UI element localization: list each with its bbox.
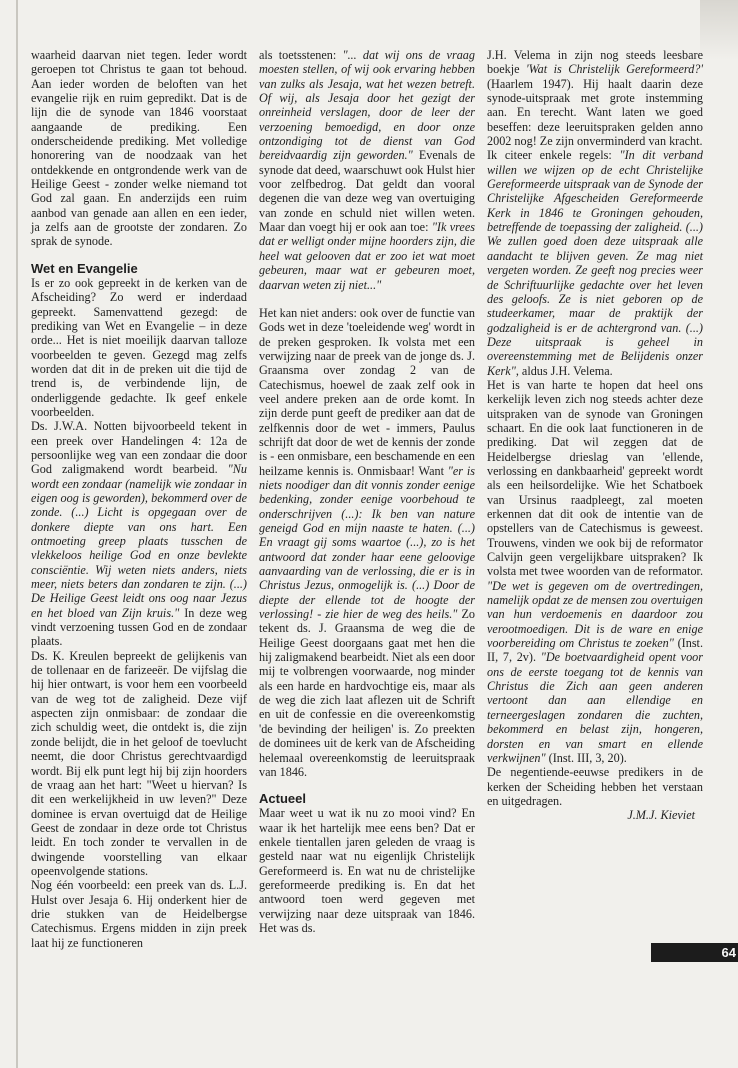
paragraph xyxy=(487,48,703,148)
quote: "er is niets noodiger dan dit vonnis zonder eenige bedenking, zonder eenige voorbehoud te onderschrijven (...): Ik ben van nature geneigd God en mijn naaste te haten. (...) En vraagt gij soms waartoe (...), zo is het antwoord dat zonder haar eene geloovige aanvaarding van de verlossing, die er is in Christus Jezus, onmogelijk is. (...) Door de diepte der ellende tot de hoogte der verlossing! - zie hier de weg des heils." xyxy=(259,463,475,622)
paragraph xyxy=(487,378,703,765)
paragraph xyxy=(31,419,247,649)
text: (Inst. III, 3, 20). xyxy=(545,750,627,765)
paragraph: Maar weet u wat ik nu zo mooi vind? En waar ik het hartelijk mee eens ben? Dat er enkele tientallen jaren geleden de vraag is gesteld naar wat nu eigenlijk Christelijk Gereformeerd is. En wat nu de christelijke gereformeerde prediking is. En dat het antwoord toen werd gegeven met verwijzing naar deze uitspraak van 1846. Het was ds. xyxy=(259,806,475,935)
book-title: 'Wat is Christelijk Gereformeerd?' xyxy=(525,62,703,77)
text: J.H. Velema in zijn nog steeds leesbare boekje xyxy=(487,48,703,77)
paragraph xyxy=(31,649,247,879)
column-3 xyxy=(487,48,703,823)
author-signature: J.M.J. Kieviet xyxy=(627,808,695,823)
text: als toetsstenen: xyxy=(259,48,343,62)
quote: "Nu wordt een zondaar (namelijk wie zondaar in eigen oog is geworden), bekommerd over de zonde. (...) Licht is opgegaan over de donkere diepte van ons hart. Een ontmoeting greep plaats tusschen de vlekkeloos heilige God en onze bevlekte consciëntie. Wij weten niets anders, niets meer, niets beters dan zondaren te zijn. (...) De Heilige Geest leidt ons oog naar Jezus en het bloed van Zijn kruis." xyxy=(31,462,247,620)
paragraph: Nog één voorbeeld: een preek van ds. L.J. Hulst over Jesaja 6. Hij onderkent hier de drie stukken van de Heidelbergse Catechismus. Ergens midden in zijn preek laat hij ze functioneren xyxy=(31,878,247,950)
page-binding-edge xyxy=(16,0,18,1068)
column-1 xyxy=(31,48,247,950)
page-corner-shade xyxy=(700,0,738,60)
text: In deze weg vindt verzoening tussen God en de zondaar plaats. xyxy=(31,605,248,649)
text: Het kan niet anders: ook over de functie van Gods wet in deze 'toeleidende weg' wordt in de preken gesproken. Ik volsta met een verwijzing naar de preek van de jonge ds. J. Graansma over zondag 2 van de Catechismus, hoewel de zaak zelf ook in veel andere preken aan de orde komt. In zijn derde punt geeft de prediker aan dat de zelfkennis door de wet - immers, Paulus schrijft dat door de wet de kennis der zonde is - een onmisbare, een beschamende en een heilzame kennis is. Onmisbaar! Want xyxy=(259,305,475,478)
text: Zo tekent ds. J. Graansma de weg die de Heilige Geest doorgaans gaat met hen die hij zaligmakend bearbeidt. Niet als een door mij te volbrengen voorwaarde, nog minder als een harde en hardvochtige eis, maar als de weg die zich laat aflezen uit de Schrift en uit de confessie en die overeenkomstig 'de bevinding der heiligen' is. Zo preekten de dominees uit de kerk van de Afscheiding helemaal overeenkomstig de leeruitspraak van 1846. xyxy=(259,607,475,779)
quote: "Ik vrees dat er welligt onder mijne hoorders zijn, die heel wat gelooven dat er zoo iet wat moet gebeuren, maar wat er gebeuren moet, daarvan weten zij niet..." xyxy=(259,220,475,292)
page-number: 64 xyxy=(721,945,736,960)
text: Ds. K. Kreulen bepreekt de gelijkenis van de tollenaar en de farizeeër. De vijfslag die hij hier ontwart, is voor hem een voorbeeld van de weg tot de zaligheid. Deze vijf aspecten zijn onmisbaar: de zondaar die zich schuldig weet, die ontdekt is, die zijn zonde belijdt, die in het geloof de toevlucht neemt, die door Christus gerechtvaardigd wordt. Bij elk punt legt hij bij zijn hoorders de vraag aan het hart: xyxy=(31,648,247,792)
page-number-bar xyxy=(651,943,738,962)
text: Het is van harte te hopen dat heel ons kerkelijk leven zich nog steeds achter deze uitspraken van de synode van Groningen schaart. En die ook laat functioneren in de prediking. Dat wil zeggen dat de Heidelbergse drieslag van 'ellende, verlossing en dankbaarheid' gepreekt wordt als een heilsordelijke. Wie het Schatboek van Ursinus raadpleegt, zal moeten erkennen dat dit ook de intentie van de opstellers van de Catechismus is geweest. Trouwens, vinden we ook bij de reformator Calvijn geen vergelijkbare uitspraken? Ik volsta met twee woorden van de reformator. xyxy=(487,377,703,579)
paragraph: waarheid daarvan niet tegen. Ieder wordt geroepen tot Christus te gaan tot behoud. Aan ieder worden de beloften van het evangelie rijk en ruim gepredikt. Dat is de lijn die de synode van 1846 voorstaat aangaande de prediking. Een onderscheidende prediking. Met volledige honorering van de noodzaak van het ontdekkende en ontgrondende werk van de Heilige Geest - zonder welke niemand tot God zal gaan. En anderzijds een ruim aanbod van genade aan allen en een ieder, ja zelfs aan de grootste der zondaren. Zo sprak de synode. xyxy=(31,48,247,249)
text: Ds. J.W.A. Notten bijvoorbeeld tekent in een preek over Handelingen 4: 12a de persoonlijke weg van een zondaar die door God zaligmakend wordt bearbeid. xyxy=(31,419,247,477)
paragraph xyxy=(259,48,475,292)
text: Ik citeer enkele regels: xyxy=(487,148,620,163)
column-2 xyxy=(259,48,475,935)
quote: "De boetvaardigheid opent voor ons de eerste toegang tot de kennis van Christus die Zich aan geen anderen vertoont dan aan ellendige en terneergeslagen zondaren die zuchten, bekommerd en belast zijn, hongeren, dorsten en van smart en ellende verkwijnen" xyxy=(487,650,703,765)
quote: "Weet u hiervan? Is dit een werkelijkheid in uw leven?" xyxy=(31,777,247,807)
text: (Inst. II, 7, 2v). xyxy=(487,636,703,665)
section-heading-actueel: Actueel xyxy=(259,791,306,807)
quote: "... dat wij ons de vraag moesten stellen, of wij ook ervaring hebben van zulks als Jesaja, wat het wezen betreft. Of wij, als Jesaja door het gezigt der onreinheid verslagen, door de leer der verzoening bemoedigd, en door onze ontzondiging tot de dienst van God bereidvaardig zijn geworden." xyxy=(259,48,475,163)
paragraph xyxy=(487,148,703,378)
section-heading-wet-en-evangelie: Wet en Evangelie xyxy=(31,260,138,276)
text: (Haarlem 1947). Hij haalt daarin deze synode-uitspraak met grote instemming aan. En terecht. Want laten we goed beseffen: deze leeruitspraken gelden anno 2002 nog! Ze zijn onverminderd van kracht. xyxy=(487,76,703,149)
text: Evenals de synode dat deed, waarschuwt ook Hulst hier voor zelfbedrog. Dat geldt dan vooral degenen die van deze weg van overtuiging van zonde en schuld niet willen weten. Maar dan voegt hij er ook aan toe: xyxy=(259,148,475,235)
paragraph: Is er zo ook gepreekt in de kerken van de Afscheiding? Zo werd er inderdaad gepreekt. Samenvattend gezegd: de prediking van Wet en Evangelie – in deze orde... Het is niet moeilijk daarvan talloze voorbeelden te geven. Gezegd mag zelfs worden dat dit in de preken uit die tijd de trend is, de verbindende lijn, de onderliggende gedachte. Ik geef enkele voorbeelden. xyxy=(31,275,247,419)
text: Deze dominee is ervan overtuigd dat de Heilige Geest de zondaar in deze orde tot Christus leidt. En toch zonder te vervallen in de dwingende voorstelling van elkaar opeenvolgende stations. xyxy=(31,792,247,878)
paragraph xyxy=(259,306,475,779)
quote: "De wet is gegeven om de overtredingen, namelijk opdat ze de mensen zou overtuigen van hun verdoemenis en daardoor zou verootmoedigen. Dit is de ware en enige voorbereiding om Christus te zoeken" xyxy=(487,578,703,651)
paragraph: De negentiende-eeuwse predikers in de kerken der Scheiding hebben het verstaan en uitgedragen. xyxy=(487,765,703,808)
text: , aldus J.H. Velema. xyxy=(515,363,613,378)
quote: "In dit verband willen we wijzen op de echt Christelijke Gereformeerde uitspraak van de Synode der Christelijke Afgescheiden Gereformeerde Kerk in 1846 te Groningen gehouden, betreffende de toepassing der zaligheid. (...) We zullen goed doen deze uitspraak alle aandacht te blijven geven. Ze mag niet vergeten worden. Ze geeft nog precies weer de Schriftuurlijke gedachte over het leven des geloofs. Ze is niet geboren op de studeerkamer, maar de praktijk der godzaligheid is er de achtergrond van. (...) Deze uitspraak is geheel in overeenstemming met de Belijdenis onzer Kerk" xyxy=(487,148,703,378)
